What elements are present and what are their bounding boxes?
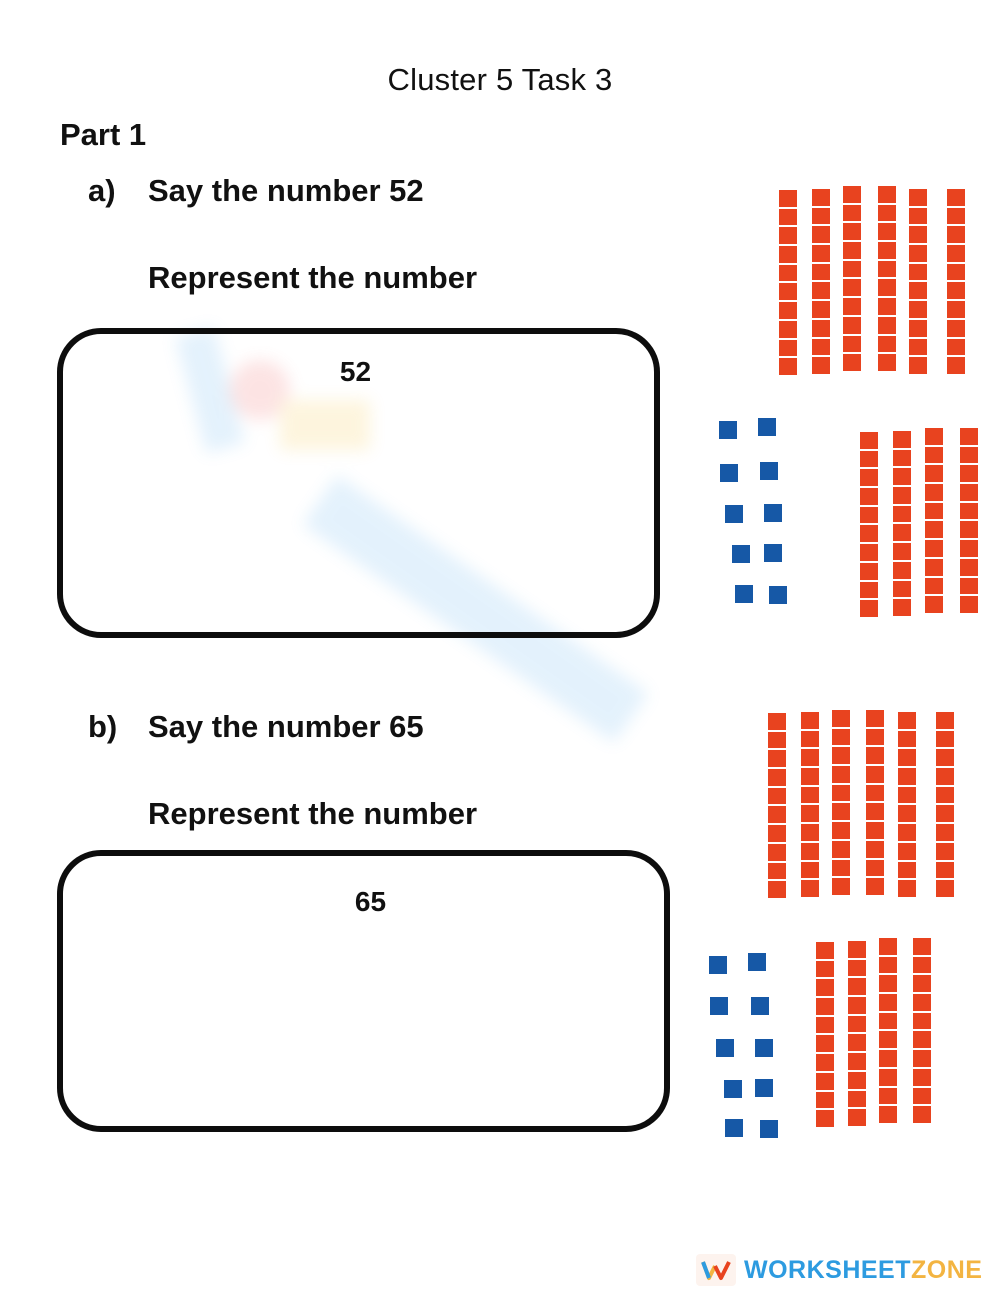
question-a-prompt: Say the number 52 [148,173,424,208]
tens-rod [936,712,954,897]
tens-rod [843,186,861,371]
tens-rod [960,428,978,613]
tens-rod [909,189,927,374]
question-b-label: b) [88,709,118,744]
part-heading: Part 1 [60,117,147,152]
tens-rod [878,186,896,371]
tens-rod [913,938,931,1123]
brand-name-part1: WORKSHEET [744,1255,911,1284]
worksheetzone-w-icon [696,1254,736,1286]
tens-rod [879,938,897,1123]
ones-unit [720,464,738,482]
ones-unit [755,1079,773,1097]
ones-unit [751,997,769,1015]
question-a-label: a) [88,173,116,208]
ones-unit [709,956,727,974]
ones-unit [725,505,743,523]
answer-box-a[interactable] [57,328,660,638]
tens-rod [925,428,943,613]
question-a-instruction: Represent the number [148,260,478,295]
question-b-prompt: Say the number 65 [148,709,424,744]
tens-rod [848,941,866,1126]
question-b-instruction: Represent the number [148,796,478,831]
ones-unit [769,586,787,604]
ones-unit [732,545,750,563]
tens-rod [898,712,916,897]
ones-unit [716,1039,734,1057]
worksheetzone-logo [696,1254,982,1286]
answer-box-b-number: 65 [354,886,387,917]
tens-rod [860,432,878,617]
ones-unit [725,1119,743,1137]
ones-unit [755,1039,773,1057]
answer-box-b[interactable] [57,850,670,1132]
ones-unit [735,585,753,603]
ones-unit [764,504,782,522]
answer-box-a-number: 52 [339,356,372,387]
page-title: Cluster 5 Task 3 [387,62,613,97]
tens-rod [816,942,834,1127]
tens-rod [812,189,830,374]
tens-rod [947,189,965,374]
tens-rod [768,713,786,898]
tens-rod [801,712,819,897]
ones-unit [719,421,737,439]
ones-unit [710,997,728,1015]
tens-rod [832,710,850,895]
ones-unit [760,462,778,480]
ones-unit [764,544,782,562]
ones-unit [748,953,766,971]
tens-rod [779,190,797,375]
tens-rod [866,710,884,895]
tens-rod [893,431,911,616]
ones-unit [758,418,776,436]
ones-unit [760,1120,778,1138]
brand-name-part2: ZONE [911,1255,983,1284]
ones-unit [724,1080,742,1098]
